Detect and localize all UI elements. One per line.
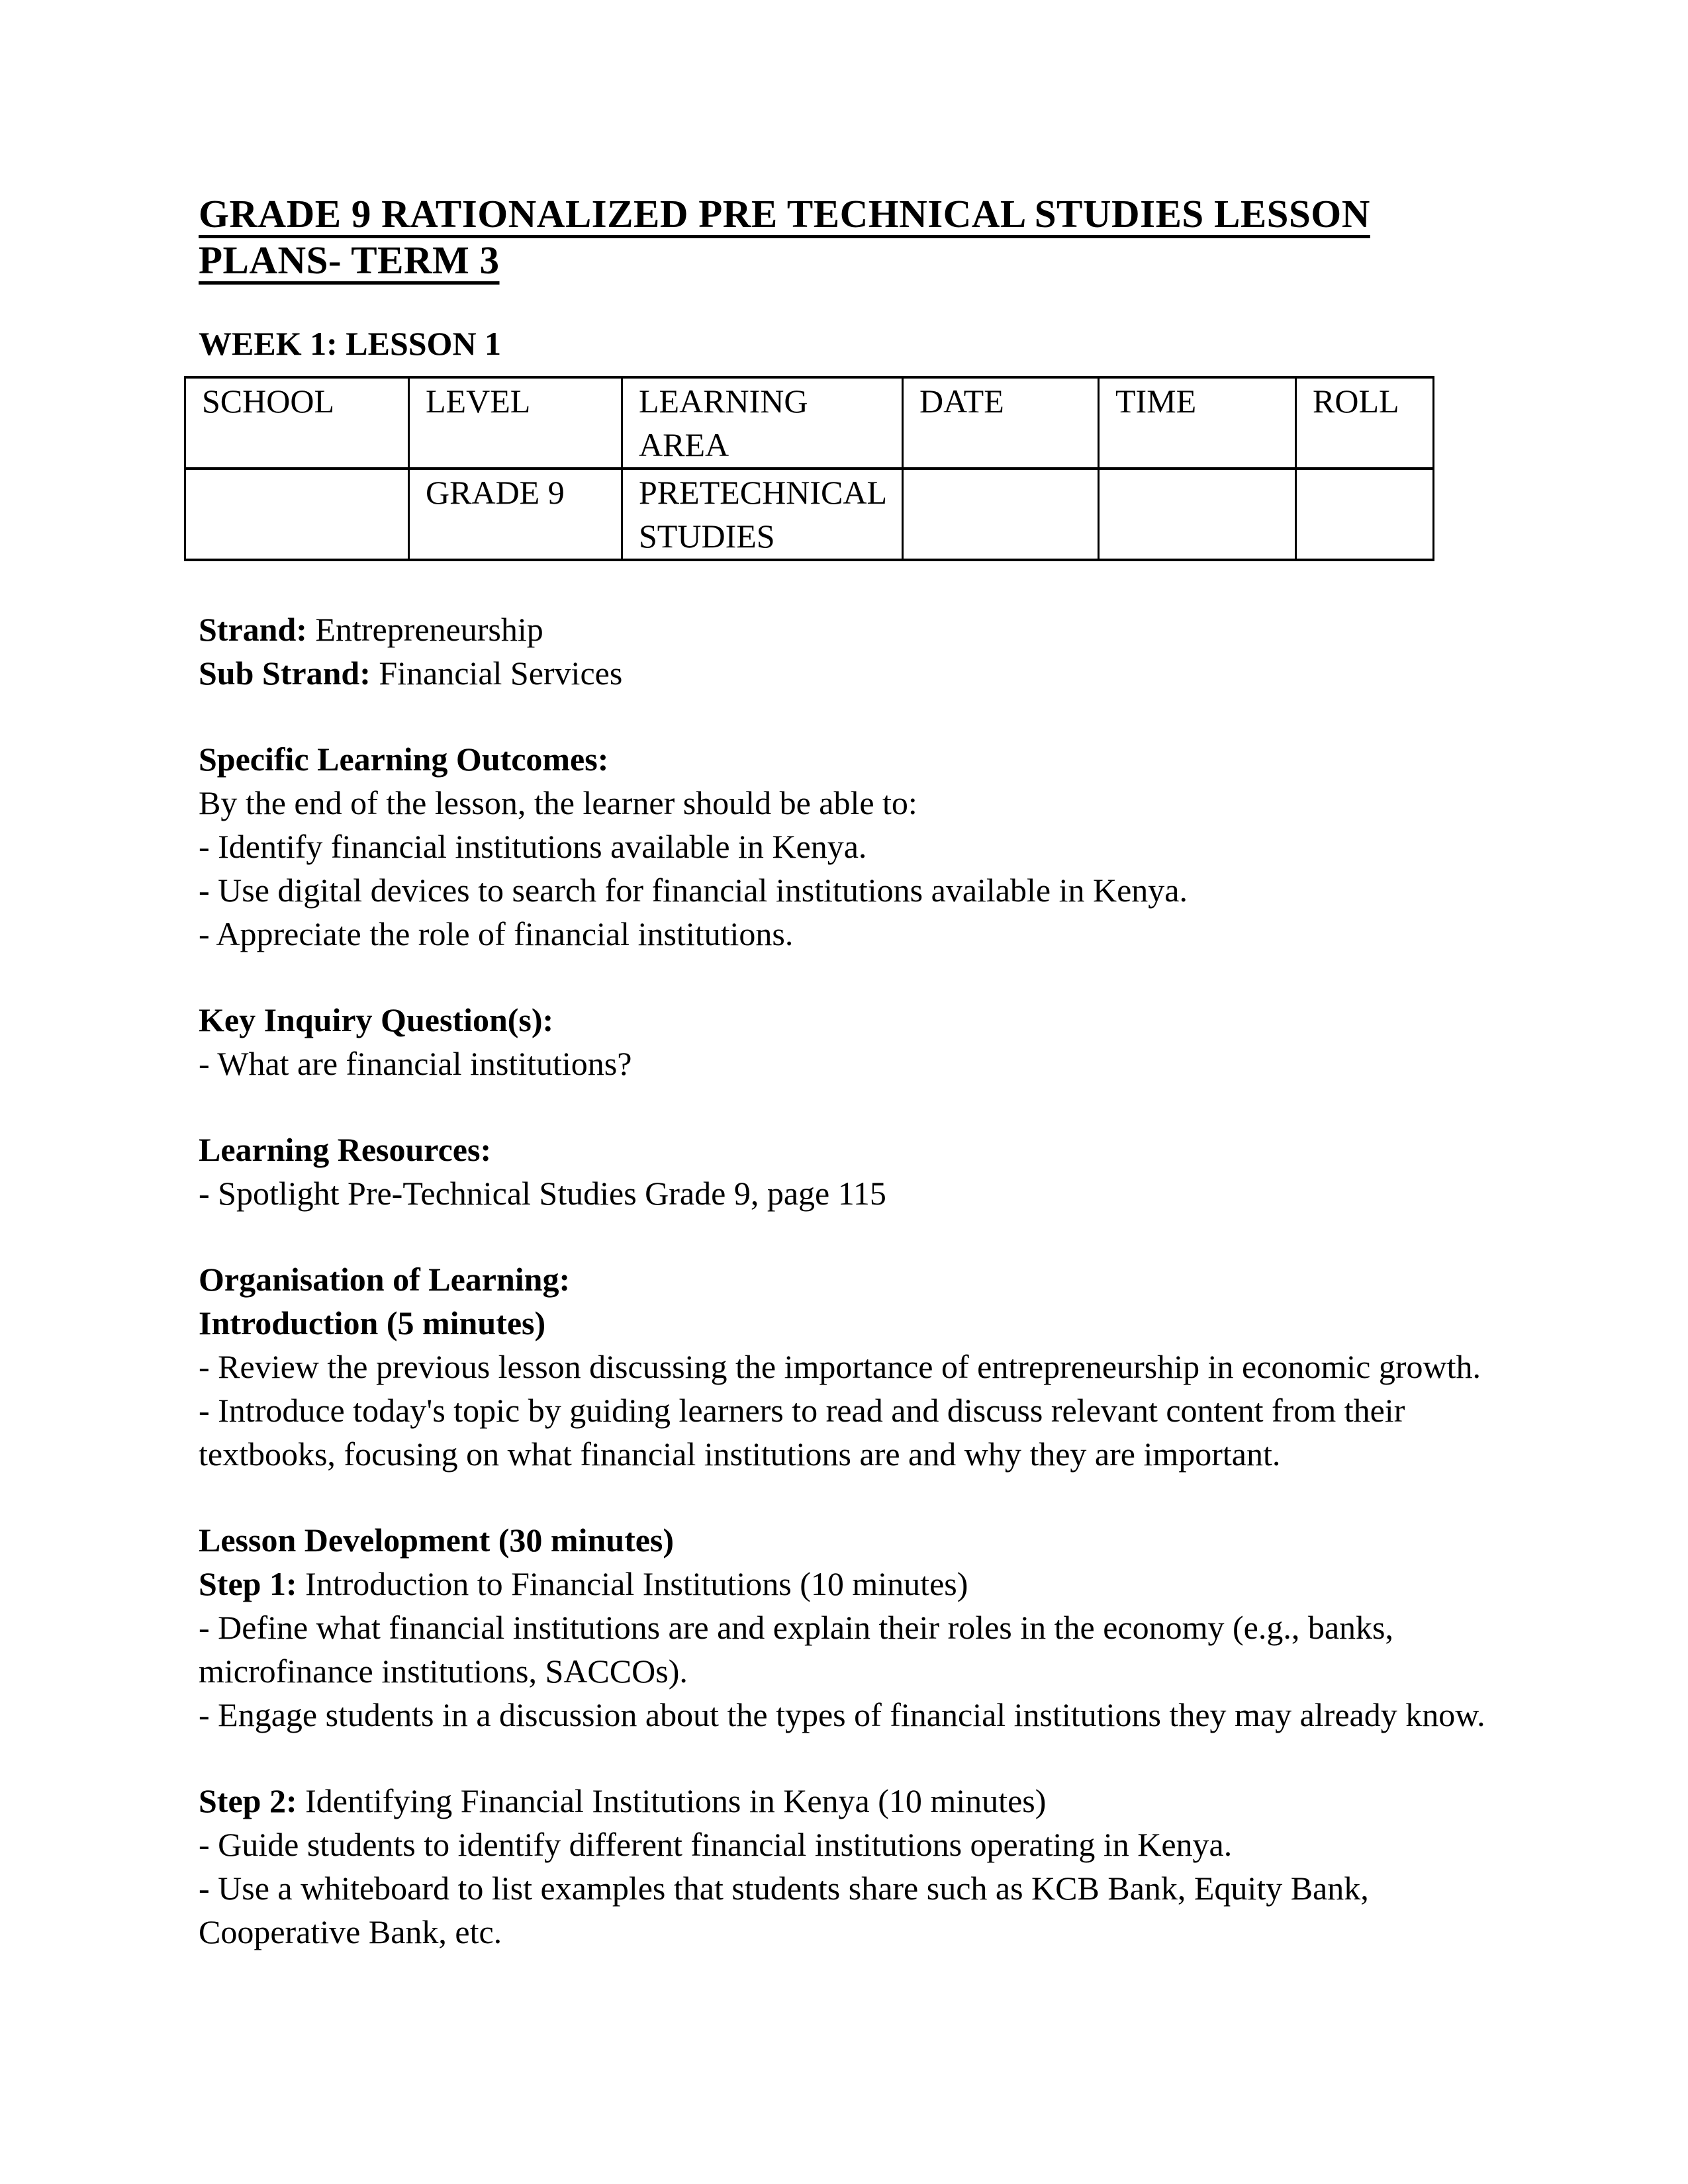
value-cell-date <box>903 469 1099 560</box>
step1-heading: Step 1: Introduction to Financial Institutions (10 minutes) <box>199 1565 968 1602</box>
step1-item: - Define what financial institutions are and explain their roles in the economy (e.g., banks, microfinance institutions, SACCOs). <box>199 1609 1394 1690</box>
value-cell-learning-area: PRETECHNICAL STUDIES <box>622 469 903 560</box>
strand-line <box>199 608 1489 651</box>
header-cell-time: TIME <box>1099 377 1296 469</box>
value-cell-time <box>1099 469 1296 560</box>
section-heading: Learning Resources: <box>199 1131 492 1168</box>
header-cell-roll: ROLL <box>1296 377 1434 469</box>
section-lesson-development <box>199 1518 1489 1737</box>
table-header-row <box>185 377 1434 469</box>
outcome-item: - Identify financial institutions available in Kenya. <box>199 828 867 865</box>
section-heading: Organisation of Learning: <box>199 1261 571 1298</box>
organisation-item: - Review the previous lesson discussing the importance of entrepreneurship in economic growth. <box>199 1348 1481 1385</box>
resource-item: - Spotlight Pre-Technical Studies Grade 9, page 115 <box>199 1175 886 1212</box>
sub-strand-label: Sub Strand: <box>199 655 371 692</box>
header-cell-level: LEVEL <box>409 377 622 469</box>
value-cell-level: GRADE 9 <box>409 469 622 560</box>
step2-item: - Guide students to identify different financial institutions operating in Kenya. <box>199 1826 1233 1863</box>
section-specific-learning-outcomes <box>199 737 1489 956</box>
section-heading: Specific Learning Outcomes: <box>199 741 609 778</box>
sub-strand-value: Financial Services <box>379 655 623 692</box>
section-heading: Lesson Development (30 minutes) <box>199 1522 675 1559</box>
value-cell-school <box>185 469 409 560</box>
section-heading: Key Inquiry Question(s): <box>199 1001 554 1038</box>
strand-value: Entrepreneurship <box>315 611 543 648</box>
header-cell-learning-area: LEARNING AREA <box>622 377 903 469</box>
strand-block <box>199 608 1489 695</box>
value-cell-roll <box>1296 469 1434 560</box>
strand-label: Strand: <box>199 611 307 648</box>
outcome-item: - Use digital devices to search for financial institutions available in Kenya. <box>199 872 1188 909</box>
lesson-info-table <box>184 376 1434 561</box>
table-value-row <box>185 469 1434 560</box>
section-key-inquiry <box>199 998 1489 1085</box>
outcomes-intro: By the end of the lesson, the learner should be able to: <box>199 784 917 821</box>
organisation-item: - Introduce today's topic by guiding learners to read and discuss relevant content from their textbooks, focusing on what financial institutions are and why they are important. <box>199 1392 1405 1473</box>
document-content <box>199 191 1489 1954</box>
section-organisation-of-learning <box>199 1257 1489 1476</box>
header-cell-school: SCHOOL <box>185 377 409 469</box>
section-sub-heading: Introduction (5 minutes) <box>199 1304 546 1342</box>
outcome-item: - Appreciate the role of financial institutions. <box>199 915 794 952</box>
header-cell-date: DATE <box>903 377 1099 469</box>
step2-heading: Step 2: Identifying Financial Institutions in Kenya (10 minutes) <box>199 1782 1047 1819</box>
section-step-2 <box>199 1779 1489 1954</box>
step1-item: - Engage students in a discussion about the types of financial institutions they may already know. <box>199 1696 1485 1733</box>
step2-item: - Use a whiteboard to list examples that students share such as KCB Bank, Equity Bank, Cooperative Bank, etc. <box>199 1870 1369 1950</box>
section-learning-resources <box>199 1128 1489 1215</box>
week-lesson-heading: WEEK 1: LESSON 1 <box>199 325 502 362</box>
key-inquiry-item: - What are financial institutions? <box>199 1045 632 1082</box>
document-title: GRADE 9 RATIONALIZED PRE TECHNICAL STUDIES LESSON PLANS- TERM 3 <box>199 192 1370 282</box>
sub-strand-line <box>199 651 1489 695</box>
